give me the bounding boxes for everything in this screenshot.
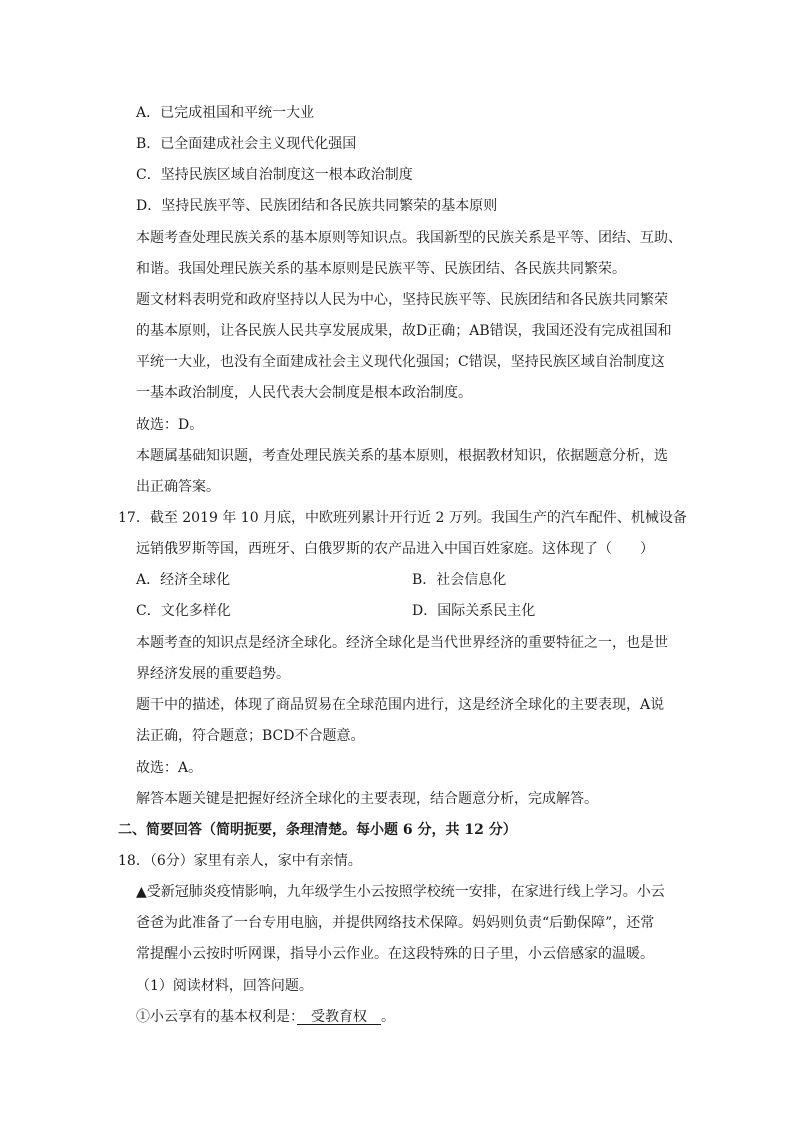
q18-material-line: 爸爸为此准备了一台专用电脑，并提供网络技术保障。妈妈则负责“后勤保障”，还常 xyxy=(136,915,655,931)
q16-comment-line: 出正确答案。 xyxy=(136,479,220,495)
q16-answer: 故选：D。 xyxy=(136,417,204,433)
q18-question-1-answer: 受教育权 xyxy=(297,1009,381,1025)
q17-option-b: B．社会信息化 xyxy=(412,572,507,588)
q16-analysis-line: 一基本政治制度，人民代表大会制度是根本政治制度。 xyxy=(136,385,472,401)
q16-analysis-line: 和谐。我国处理民族关系的基本原则是民族平等、民族团结、各民族共同繁荣。 xyxy=(136,261,626,277)
q16-analysis-line: 的基本原则，让各民族人民共享发展成果，故D正确；AB错误，我国还没有完成祖国和 xyxy=(136,323,672,339)
q16-analysis-line: 题文材料表明党和政府坚持以人民为中心，坚持民族平等、民族团结和各民族共同繁荣 xyxy=(136,292,668,308)
q16-comment-line: 本题属基础知识题，考查处理民族关系的基本原则，根据教材知识，依据题意分析，选 xyxy=(136,448,668,464)
q16-option-c: C．坚持民族区域自治制度这一根本政治制度 xyxy=(136,167,413,183)
q18-question-1-suffix: 。 xyxy=(381,1009,395,1025)
q17-option-d: D．国际关系民主化 xyxy=(412,603,536,619)
q17-answer: 故选：A。 xyxy=(136,760,203,776)
q17-analysis-line: 题干中的描述，体现了商品贸易在全球范围内进行，这是经济全球化的主要表现，A说 xyxy=(136,697,665,713)
q16-option-d: D．坚持民族平等、民族团结和各民族共同繁荣的基本原则 xyxy=(136,198,498,214)
q18-question-1 xyxy=(136,1007,395,1027)
q17-comment-line: 解答本题关键是把握好经济全球化的主要表现，结合题意分析，完成解答。 xyxy=(136,791,598,807)
q17-stem-line: 远销俄罗斯等国，西班牙、白俄罗斯的农产品进入中国百姓家庭。这体现了（ ） xyxy=(136,541,654,557)
q16-option-b: B．已全面建成社会主义现代化强国 xyxy=(136,136,357,152)
q17-analysis-line: 法正确，符合题意；BCD不合题意。 xyxy=(136,728,365,744)
q18-question-1-prefix: ①小云享有的基本权利是： xyxy=(136,1009,297,1025)
q17-option-c: C．文化多样化 xyxy=(136,603,231,619)
q16-option-a: A．已完成祖国和平统一大业 xyxy=(136,105,315,121)
q16-analysis-line: 本题考查处理民族关系的基本原则等知识点。我国新型的民族关系是平等、团结、互助、 xyxy=(136,230,682,246)
q18-stem: 18．（6分）家里有亲人，家中有亲情。 xyxy=(118,853,362,869)
q17-option-a: A．经济全球化 xyxy=(136,572,231,588)
q17-analysis-line: 界经济发展的重要趋势。 xyxy=(136,666,290,682)
q17-analysis-line: 本题考查的知识点是经济全球化。经济全球化是当代世界经济的重要特征之一，也是世 xyxy=(136,635,668,651)
q18-material-line: 常提醒小云按时听网课，指导小云作业。在这段特殊的日子里，小云倍感家的温暖。 xyxy=(136,946,654,962)
q16-analysis-line: 平统一大业，也没有全面建成社会主义现代化强国；C错误，坚持民族区域自治制度这 xyxy=(136,354,665,370)
q17-stem-line: 17．截至 2019 年 10 月底，中欧班列累计开行近 2 万列。我国生产的汽车配件、机械设备 xyxy=(118,510,687,526)
section-heading: 二、简要回答（简明扼要，条理清楚。每小题 6 分，共 12 分） xyxy=(118,822,517,838)
q18-subquestion-1: （1）阅读材料，回答问题。 xyxy=(136,978,313,994)
q18-material-line: ▲受新冠肺炎疫情影响，九年级学生小云按照学校统一安排，在家进行线上学习。小云 xyxy=(136,884,665,900)
